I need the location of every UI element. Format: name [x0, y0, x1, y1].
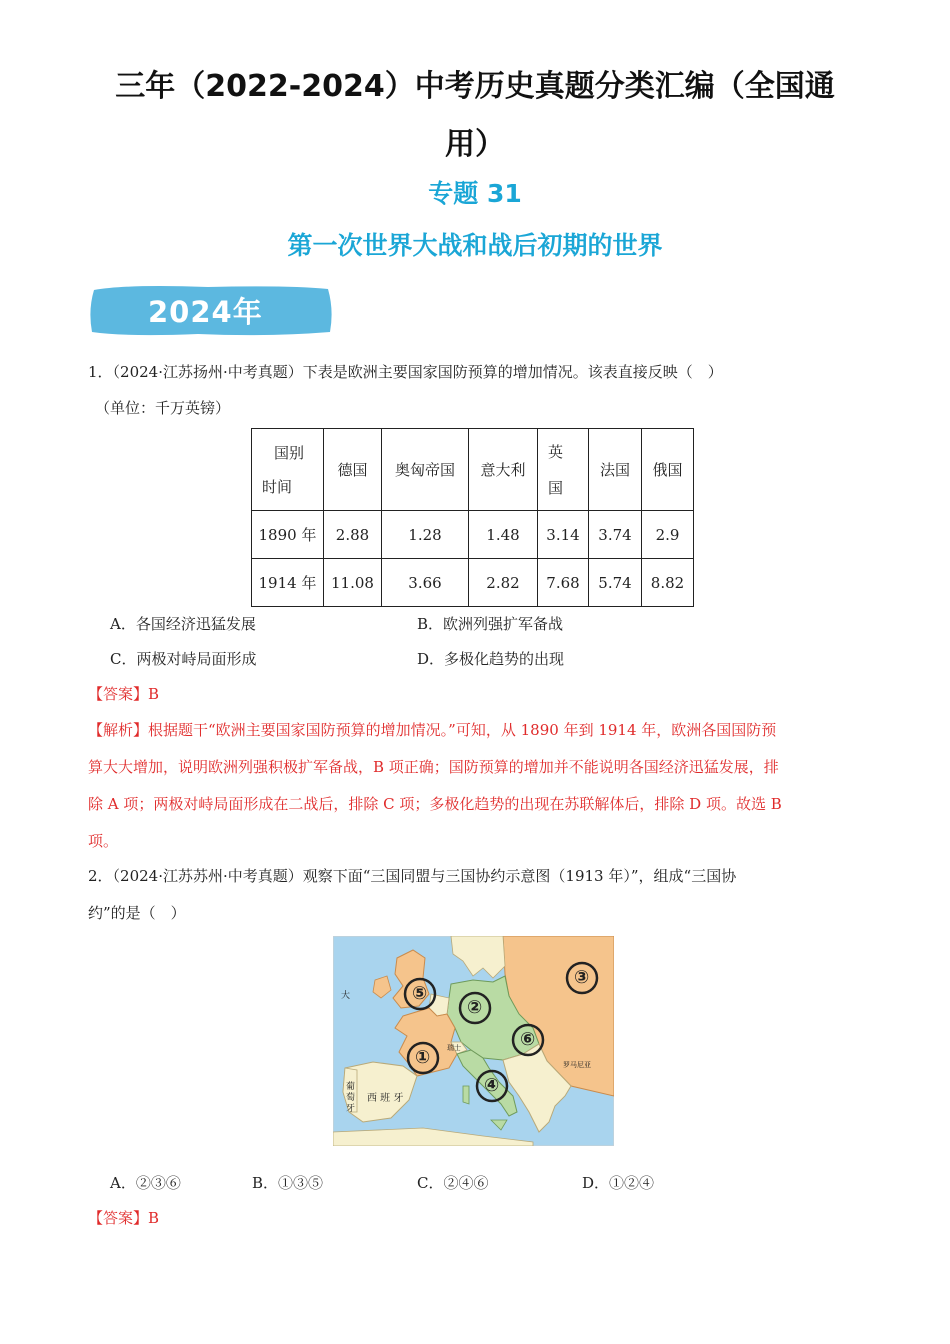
q2-option-a[interactable]: A．②③⑥	[110, 1174, 181, 1192]
answer-label: 【答案】	[88, 1209, 149, 1227]
answer-value: B	[148, 1209, 160, 1227]
q2-stem-line1: 2．（2024·江苏苏州·中考真题）观察下面“三国同盟与三国协约示意图（1913 年）”，组成“三国协	[88, 867, 737, 885]
table-row	[252, 559, 694, 607]
year-badge	[88, 282, 334, 338]
table-cell: 5.74	[589, 559, 642, 607]
table-cell: 2.88	[324, 511, 382, 559]
map-label-6: ⑥	[520, 1029, 536, 1050]
q2-answer	[88, 1208, 159, 1228]
table-cell: 7.68	[538, 559, 589, 607]
table-corner-cell	[252, 429, 324, 511]
table-cell: 8.82	[642, 559, 694, 607]
topic-number: 专题 31	[428, 179, 522, 208]
table-cell: 3.66	[382, 559, 469, 607]
year-badge-label: 2024年	[148, 295, 263, 329]
table-cell: 11.08	[324, 559, 382, 607]
table-cell: 1.28	[382, 511, 469, 559]
answer-value: B	[148, 685, 160, 703]
defense-budget-table	[251, 428, 694, 607]
map-label-portugal: 葡 萄 牙	[346, 1082, 356, 1114]
q1-option-d[interactable]: D．多极化趋势的出现	[417, 650, 565, 668]
main-title	[60, 58, 890, 174]
q1-analysis-line3: 除 A 项；两极对峙局面形成在二战后，排除 C 项；多极化趋势的出现在苏联解体后，排除 D 项。故选 B	[88, 795, 782, 813]
q1-analysis-line1: 【解析】根据题干“欧洲主要国家国防预算的增加情况。”可知，从 1890 年到 1914 年，欧洲各国国防预	[88, 721, 777, 739]
col-header-italy: 意大利	[469, 429, 538, 511]
map-label-3: ③	[574, 967, 590, 988]
map-graphic	[333, 936, 614, 1146]
table-row	[252, 511, 694, 559]
main-title-line2: 用）	[445, 127, 505, 162]
map-label-4: ④	[484, 1075, 500, 1096]
map-label-ocean: 大	[341, 991, 351, 1001]
table-cell: 2.82	[469, 559, 538, 607]
map-label-romania: 罗马尼亚	[563, 1061, 591, 1069]
table-cell: 1.48	[469, 511, 538, 559]
q1-stem: 1．（2024·江苏扬州·中考真题）下表是欧洲主要国家国防预算的增加情况。该表直接反映（ ）	[88, 363, 723, 381]
europe-alliance-map	[333, 936, 614, 1146]
q2-option-c[interactable]: C．②④⑥	[417, 1174, 489, 1192]
col-header-germany: 德国	[324, 429, 382, 511]
col-header-france: 法国	[589, 429, 642, 511]
table-cell: 3.14	[538, 511, 589, 559]
map-label-1: ①	[415, 1047, 431, 1068]
answer-label: 【答案】	[88, 685, 149, 703]
col-header-uk: 英 国	[538, 429, 589, 511]
q1-option-a[interactable]: A．各国经济迅猛发展	[110, 615, 256, 633]
q1-analysis-line4: 项。	[88, 832, 119, 850]
q1-option-b[interactable]: B．欧洲列强扩军备战	[417, 615, 564, 633]
row-label: 1890 年	[252, 511, 324, 559]
table-cell: 2.9	[642, 511, 694, 559]
row-label: 1914 年	[252, 559, 324, 607]
map-label-swiss: 瑞士	[447, 1044, 461, 1052]
col-header-austria-hungary: 奥匈帝国	[382, 429, 469, 511]
corner-time: 时间	[262, 477, 293, 496]
q1-unit: （单位：千万英镑）	[95, 399, 231, 417]
col-header-russia: 俄国	[642, 429, 694, 511]
map-label-spain: 西 班 牙	[367, 1093, 404, 1104]
map-label-5: ⑤	[412, 983, 428, 1004]
table-cell: 3.74	[589, 511, 642, 559]
main-title-line1: 三年（2022-2024）中考历史真题分类汇编（全国通	[115, 69, 835, 104]
q2-option-d[interactable]: D．①②④	[582, 1174, 655, 1192]
corner-country: 国别	[274, 443, 305, 462]
analysis-label: 【解析】	[88, 721, 149, 739]
topic-name: 第一次世界大战和战后初期的世界	[287, 231, 663, 260]
q1-analysis-line2: 算大大增加，说明欧洲列强积极扩军备战，B 项正确；国防预算的增加并不能说明各国经济迅猛发展，排	[88, 758, 779, 776]
map-label-2: ②	[467, 997, 483, 1018]
q1-option-c[interactable]: C．两极对峙局面形成	[110, 650, 257, 668]
q2-option-b[interactable]: B．①③⑤	[252, 1174, 324, 1192]
q1-answer	[88, 684, 159, 704]
q2-stem-line2: 约”的是（ ）	[88, 904, 186, 922]
